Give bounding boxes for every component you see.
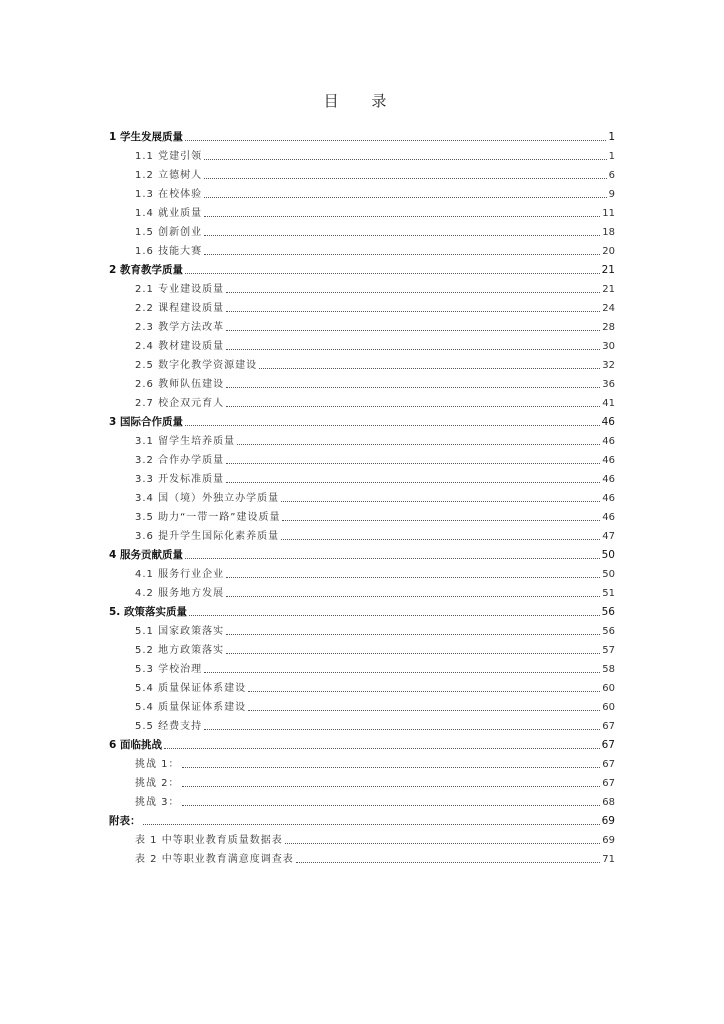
toc-leader-dots — [226, 386, 600, 388]
toc-entry-page-number: 57 — [602, 645, 615, 656]
toc-leader-dots — [281, 538, 600, 540]
toc-entry-page-number: 11 — [602, 208, 615, 219]
toc-entry-label: 3.2 合作办学质量 — [135, 455, 225, 466]
toc-entry-label: 挑战 1： — [135, 759, 180, 770]
toc-entry-label: 2.3 教学方法改革 — [135, 322, 225, 333]
toc-leader-dots — [226, 329, 600, 331]
toc-leader-dots — [185, 424, 600, 426]
toc-leader-dots — [226, 310, 600, 312]
toc-entry-page-number: 46 — [601, 416, 615, 428]
toc-entry[interactable] — [109, 734, 615, 753]
toc-entry-page-number: 67 — [602, 721, 615, 732]
toc-leader-dots — [296, 861, 601, 863]
toc-leader-dots — [164, 747, 600, 749]
toc-entry-label: 5. 政策落实质量 — [109, 606, 187, 618]
toc-entry-label: 4 服务贡献质量 — [109, 549, 183, 561]
toc-leader-dots — [226, 481, 600, 483]
toc-leader-dots — [226, 576, 600, 578]
toc-entry-page-number: 69 — [601, 815, 615, 827]
toc-entry-page-number: 9 — [608, 189, 615, 200]
toc-entry-label: 5.1 国家政策落实 — [135, 626, 225, 637]
toc-entry-page-number: 21 — [602, 284, 615, 295]
toc-entry-page-number: 46 — [602, 512, 615, 523]
toc-entry-label: 2.7 校企双元育人 — [135, 398, 225, 409]
toc-leader-dots — [182, 804, 601, 806]
toc-entry[interactable] — [109, 297, 615, 316]
toc-entry[interactable] — [109, 696, 615, 715]
toc-entry[interactable] — [109, 677, 615, 696]
toc-entry[interactable] — [109, 848, 615, 867]
toc-leader-dots — [185, 272, 600, 274]
toc-entry-label: 2.6 教师队伍建设 — [135, 379, 225, 390]
toc-entry-label: 2.5 数字化教学资源建设 — [135, 360, 258, 371]
toc-entry-label: 3.6 提升学生国际化素养质量 — [135, 531, 280, 542]
toc-entry[interactable] — [109, 715, 615, 734]
toc-entry[interactable] — [109, 278, 615, 297]
toc-leader-dots — [226, 405, 600, 407]
toc-entry-page-number: 24 — [602, 303, 615, 314]
toc-entry[interactable] — [109, 563, 615, 582]
toc-entry[interactable] — [109, 639, 615, 658]
toc-entry-label: 5.3 学校治理 — [135, 664, 203, 675]
toc-entry-label: 5.5 经费支持 — [135, 721, 203, 732]
toc-entry[interactable] — [109, 145, 615, 164]
toc-entry-page-number: 6 — [608, 170, 615, 181]
toc-entry-page-number: 20 — [602, 246, 615, 257]
toc-entry-label: 3.1 留学生培养质量 — [135, 436, 236, 447]
toc-leader-dots — [204, 215, 600, 217]
toc-entry-label: 5.4 质量保证体系建设 — [135, 683, 247, 694]
toc-entry-page-number: 60 — [602, 702, 615, 713]
toc-leader-dots — [182, 785, 601, 787]
toc-leader-dots — [189, 614, 600, 616]
toc-entry-label: 2.2 课程建设质量 — [135, 303, 225, 314]
toc-entry-page-number: 32 — [602, 360, 615, 371]
toc-entry[interactable] — [109, 316, 615, 335]
toc-entry-page-number: 50 — [602, 569, 615, 580]
toc-entry-page-number: 1 — [608, 151, 615, 162]
toc-entry[interactable] — [109, 126, 615, 145]
toc-leader-dots — [143, 823, 600, 825]
toc-leader-dots — [248, 709, 600, 711]
toc-leader-dots — [226, 633, 600, 635]
toc-entry-label: 附表： — [109, 815, 141, 827]
toc-entry[interactable] — [109, 202, 615, 221]
toc-entry-page-number: 46 — [602, 455, 615, 466]
toc-entry[interactable] — [109, 829, 615, 848]
toc-entry[interactable] — [109, 544, 615, 563]
toc-entry-label: 5.2 地方政策落实 — [135, 645, 225, 656]
toc-leader-dots — [182, 766, 601, 768]
toc-leader-dots — [226, 595, 600, 597]
toc-entry-page-number: 21 — [601, 264, 615, 276]
toc-entry[interactable] — [109, 392, 615, 411]
toc-entry[interactable] — [109, 335, 615, 354]
toc-leader-dots — [204, 177, 607, 179]
toc-entry-page-number: 30 — [602, 341, 615, 352]
toc-leader-dots — [237, 443, 600, 445]
toc-leader-dots — [204, 253, 600, 255]
toc-entry-page-number: 51 — [602, 588, 615, 599]
toc-entry-page-number: 18 — [602, 227, 615, 238]
toc-entry-label: 1.3 在校体验 — [135, 189, 203, 200]
toc-entry-label: 1 学生发展质量 — [109, 131, 183, 143]
toc-entry[interactable] — [109, 620, 615, 639]
toc-entry-label: 3.4 国（境）外独立办学质量 — [135, 493, 280, 504]
toc-leader-dots — [204, 671, 600, 673]
toc-leader-dots — [204, 158, 607, 160]
toc-entry-page-number: 71 — [602, 854, 615, 865]
toc-entry[interactable] — [109, 601, 615, 620]
toc-entry-label: 表 1 中等职业教育质量数据表 — [135, 835, 283, 846]
toc-entry-page-number: 68 — [602, 797, 615, 808]
toc-entry-page-number: 46 — [602, 436, 615, 447]
toc-leader-dots — [226, 652, 600, 654]
toc-entry[interactable] — [109, 810, 615, 829]
toc-entry-page-number: 46 — [602, 493, 615, 504]
toc-entry-page-number: 1 — [608, 131, 615, 143]
toc-entry-page-number: 67 — [602, 759, 615, 770]
toc-entry[interactable] — [109, 240, 615, 259]
toc-entry-label: 2.1 专业建设质量 — [135, 284, 225, 295]
toc-entry[interactable] — [109, 791, 615, 810]
toc-entry[interactable] — [109, 468, 615, 487]
toc-leader-dots — [185, 557, 600, 559]
toc-entry[interactable] — [109, 658, 615, 677]
toc-entry[interactable] — [109, 259, 615, 278]
toc-entry-label: 1.4 就业质量 — [135, 208, 203, 219]
toc-entry-label: 2.4 教材建设质量 — [135, 341, 225, 352]
toc-entry[interactable] — [109, 487, 615, 506]
toc-entry-label: 4.1 服务行业企业 — [135, 569, 225, 580]
toc-entry[interactable] — [109, 525, 615, 544]
toc-entry[interactable] — [109, 411, 615, 430]
toc-leader-dots — [282, 519, 600, 521]
toc-entry-label: 5.4 质量保证体系建设 — [135, 702, 247, 713]
toc-leader-dots — [259, 367, 600, 369]
toc-entry-label: 6 面临挑战 — [109, 739, 162, 751]
toc-entry[interactable] — [109, 582, 615, 601]
toc-leader-dots — [281, 500, 600, 502]
table-of-contents — [109, 126, 615, 867]
toc-leader-dots — [226, 291, 600, 293]
toc-leader-dots — [226, 348, 600, 350]
toc-entry[interactable] — [109, 354, 615, 373]
toc-entry-page-number: 56 — [601, 606, 615, 618]
toc-entry[interactable] — [109, 430, 615, 449]
toc-leader-dots — [204, 196, 607, 198]
toc-entry-page-number: 60 — [602, 683, 615, 694]
toc-entry-page-number: 47 — [602, 531, 615, 542]
toc-entry-page-number: 69 — [602, 835, 615, 846]
toc-leader-dots — [204, 234, 600, 236]
toc-entry-page-number: 58 — [602, 664, 615, 675]
toc-entry-page-number: 56 — [602, 626, 615, 637]
toc-entry[interactable] — [109, 772, 615, 791]
toc-leader-dots — [248, 690, 600, 692]
page-title: 目 录 — [323, 92, 401, 110]
toc-entry-label: 挑战 3： — [135, 797, 180, 808]
toc-entry-label: 挑战 2： — [135, 778, 180, 789]
toc-entry[interactable] — [109, 221, 615, 240]
toc-entry[interactable] — [109, 506, 615, 525]
toc-leader-dots — [226, 462, 600, 464]
toc-leader-dots — [285, 842, 601, 844]
toc-entry[interactable] — [109, 449, 615, 468]
toc-entry-label: 3 国际合作质量 — [109, 416, 183, 428]
toc-entry-page-number: 36 — [602, 379, 615, 390]
toc-entry-label: 4.2 服务地方发展 — [135, 588, 225, 599]
toc-entry-page-number: 67 — [602, 778, 615, 789]
toc-entry-page-number: 46 — [602, 474, 615, 485]
toc-entry-label: 3.3 开发标准质量 — [135, 474, 225, 485]
toc-entry[interactable] — [109, 164, 615, 183]
toc-entry-page-number: 41 — [602, 398, 615, 409]
toc-entry-label: 1.2 立德树人 — [135, 170, 203, 181]
toc-entry-label: 2 教育教学质量 — [109, 264, 183, 276]
toc-leader-dots — [204, 728, 600, 730]
toc-entry-label: 1.1 党建引领 — [135, 151, 203, 162]
toc-leader-dots — [185, 139, 606, 141]
toc-entry-page-number: 50 — [601, 549, 615, 561]
toc-entry-label: 表 2 中等职业教育满意度调查表 — [135, 854, 294, 865]
toc-entry-label: 3.5 助力“一带一路”建设质量 — [135, 512, 281, 523]
toc-entry[interactable] — [109, 373, 615, 392]
toc-entry-page-number: 28 — [602, 322, 615, 333]
toc-entry-label: 1.6 技能大赛 — [135, 246, 203, 257]
toc-entry-page-number: 67 — [601, 739, 615, 751]
toc-entry[interactable] — [109, 183, 615, 202]
toc-entry[interactable] — [109, 753, 615, 772]
toc-entry-label: 1.5 创新创业 — [135, 227, 203, 238]
